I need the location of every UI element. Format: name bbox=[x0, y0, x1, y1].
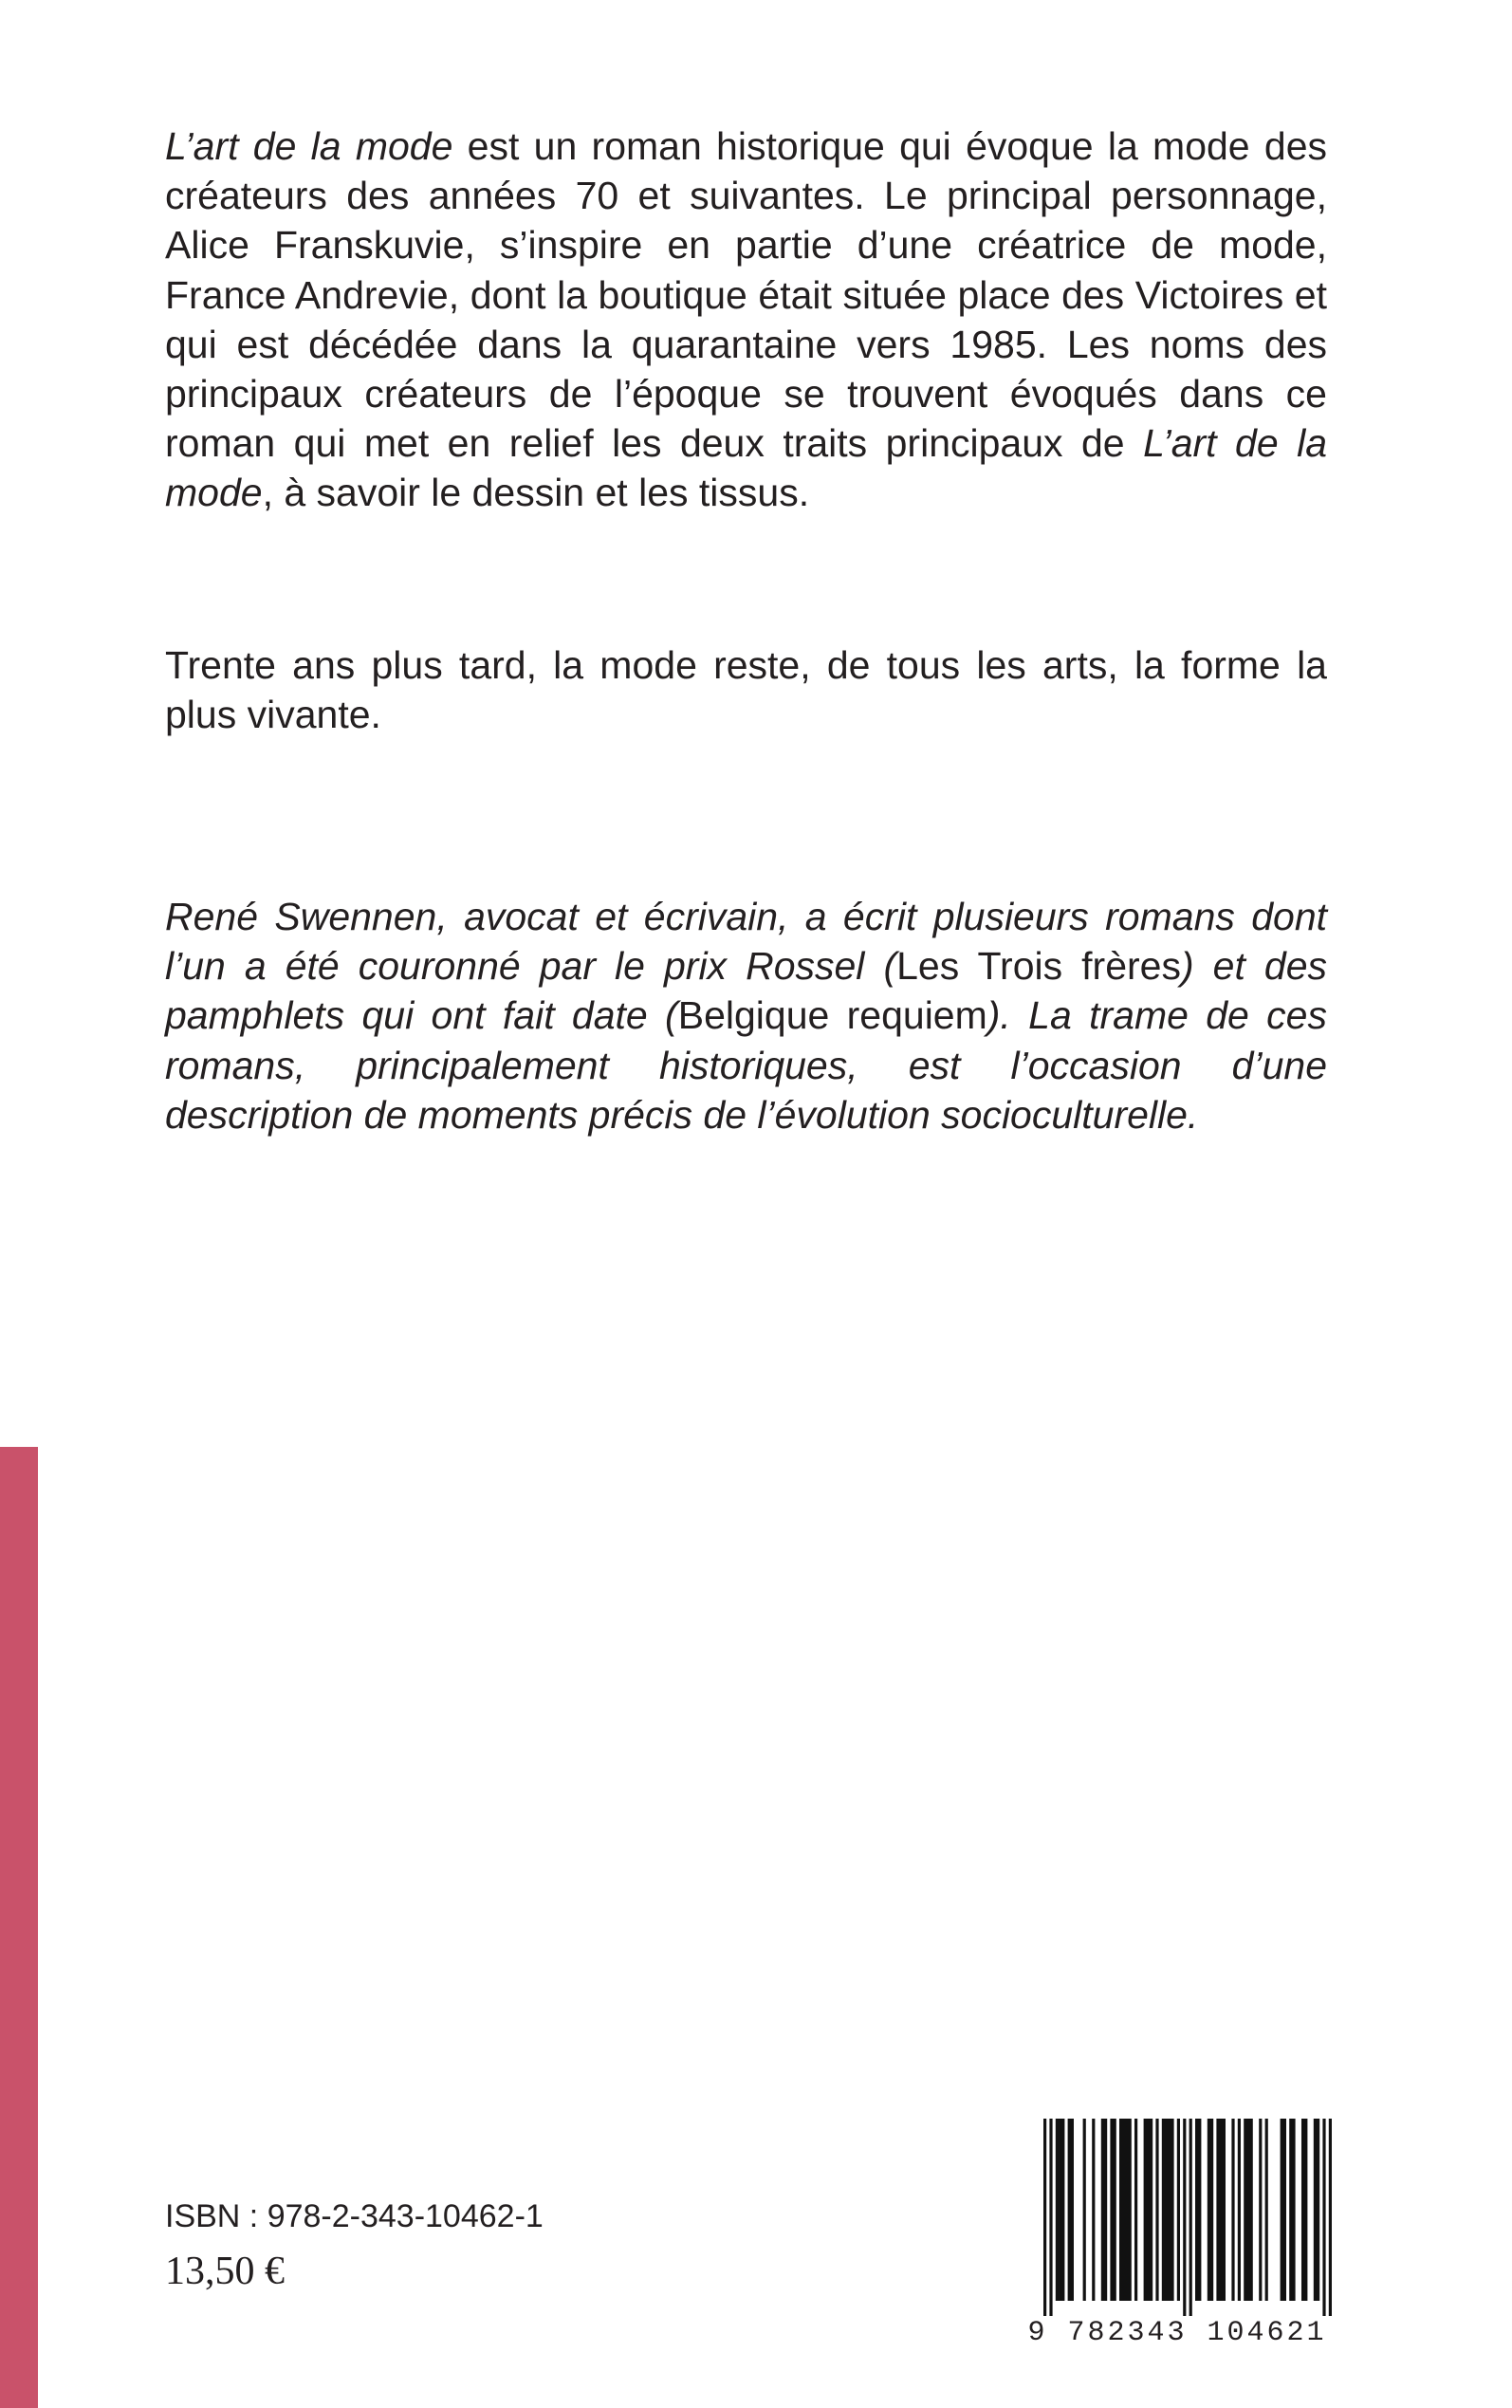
barcode-bar bbox=[1155, 2119, 1158, 2301]
book-title: L’art de la mode bbox=[165, 421, 1328, 515]
barcode-bar bbox=[1265, 2119, 1268, 2301]
author-name: René Swennen bbox=[165, 895, 437, 938]
barcode-bar bbox=[1177, 2119, 1180, 2301]
barcode-bar bbox=[1216, 2119, 1226, 2301]
bio-text: ) et des pamphlets qui ont fait date ( bbox=[165, 944, 1327, 1038]
barcode-digits: 9 782343 104621 bbox=[1027, 2317, 1327, 2349]
synopsis bbox=[165, 121, 1327, 518]
price: 13,50 € bbox=[165, 2250, 285, 2293]
barcode-bar bbox=[1314, 2119, 1319, 2301]
isbn: ISBN : 978-2-343-10462-1 bbox=[165, 2198, 544, 2234]
barcode-bars bbox=[1023, 2119, 1332, 2316]
bio-text: ). La trame de ces romans, principalement historiques, est l’occasion d’une description de moments précis de l’évolution socioculturelle. bbox=[165, 993, 1327, 1137]
barcode-bar bbox=[1110, 2119, 1116, 2301]
synopsis-text: est un roman historique qui évoque la mode des créateurs des années 70 et suivantes. Le principal personnage, Alice Franskuvie, s’inspire en partie d’une créatrice de mode, France Andrevie, dont la boutique était située place des Victoires et qui est décédée dans la quarantaine vers 1985. Les noms des principaux créateurs de l’époque se trouvent évoqués dans ce roman qui met en relief les deux traits principaux de bbox=[165, 124, 1327, 466]
barcode-bar bbox=[1244, 2119, 1253, 2301]
barcode-bar bbox=[1134, 2119, 1137, 2301]
barcode-bar bbox=[1208, 2119, 1213, 2301]
barcode-bar bbox=[1329, 2119, 1332, 2316]
book-title: Les Trois frères bbox=[896, 944, 1181, 989]
barcode-bar bbox=[1119, 2119, 1132, 2301]
author-bio bbox=[165, 892, 1327, 1139]
synopsis-paragraph bbox=[165, 121, 1327, 518]
barcode-bar bbox=[1189, 2119, 1192, 2316]
barcode-bar bbox=[1238, 2119, 1241, 2301]
bio-text: , avocat et écrivain, a écrit plusieurs romans dont l’un a été couronné par le prix Rossel ( bbox=[165, 895, 1328, 989]
barcode-bar bbox=[1043, 2119, 1046, 2316]
barcode-bar bbox=[1101, 2119, 1107, 2301]
barcode-bar bbox=[1144, 2119, 1153, 2301]
barcode-bar bbox=[1231, 2119, 1234, 2301]
barcode-bar bbox=[1056, 2119, 1065, 2301]
synopsis-text: , à savoir le dessin et les tissus. bbox=[262, 471, 810, 515]
barcode-bar bbox=[1083, 2119, 1086, 2301]
barcode-bar bbox=[1068, 2119, 1074, 2301]
barcode-bar bbox=[1289, 2119, 1295, 2301]
book-title: L’art de la mode bbox=[165, 124, 453, 168]
barcode-bar bbox=[1301, 2119, 1307, 2301]
barcode-bar bbox=[1322, 2119, 1325, 2316]
book-title: Belgique requiem bbox=[677, 993, 987, 1038]
closing-paragraph: Trente ans plus tard, la mode reste, de tous les arts, la forme la plus vivante. bbox=[165, 643, 1327, 737]
barcode-bar bbox=[1049, 2119, 1052, 2316]
barcode-bar bbox=[1162, 2119, 1174, 2301]
barcode bbox=[1023, 2119, 1332, 2349]
barcode-bar bbox=[1183, 2119, 1186, 2316]
barcode-bar bbox=[1092, 2119, 1095, 2301]
accent-bar bbox=[0, 1447, 38, 2408]
barcode-bar bbox=[1259, 2119, 1262, 2301]
barcode-bar bbox=[1281, 2119, 1286, 2301]
barcode-bar bbox=[1195, 2119, 1201, 2301]
